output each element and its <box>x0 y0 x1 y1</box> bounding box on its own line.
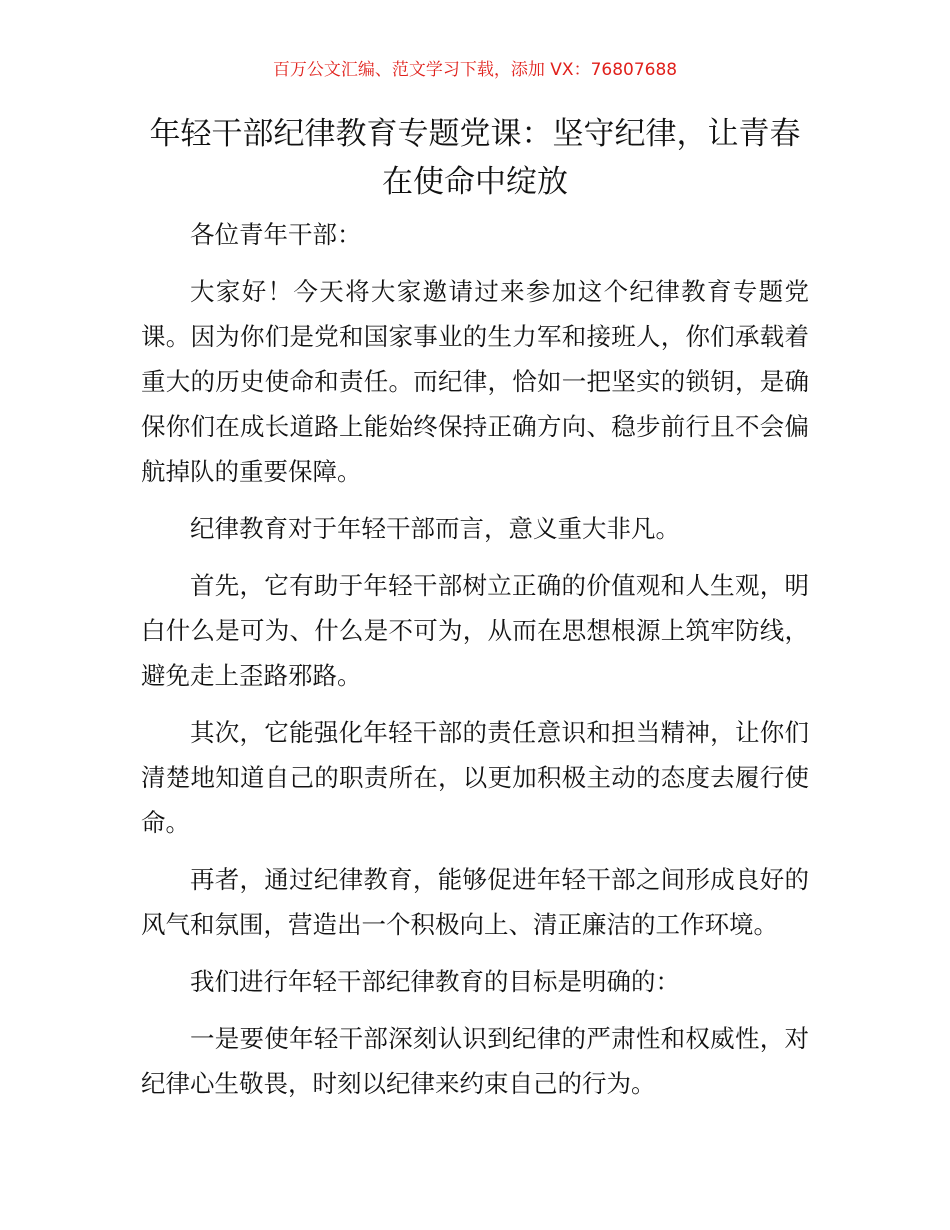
salutation-paragraph: 各位青年干部： <box>190 220 362 249</box>
body-paragraph: 大家好！今天将大家邀请过来参加这个纪律教育专题党课。因为你们是党和国家事业的生力军和接班人，你们承载着重大的历史使命和责任。而纪律，恰如一把坚实的锁钥，是确保你们在成长道路上能始终保持正确方向、稳步前行且不会偏航掉队的重要保障。 <box>141 277 809 486</box>
body-paragraph: 一是要使年轻干部深刻认识到纪律的严肃性和权威性，对纪律心生敬畏，时刻以纪律来约束自己的行为。 <box>141 1024 809 1098</box>
body-paragraph: 我们进行年轻干部纪律教育的目标是明确的： <box>190 967 680 996</box>
header-watermark-text: 百万公文汇编、范文学习下载，添加 VX：76807688 <box>272 60 678 80</box>
body-paragraph: 其次，它能强化年轻干部的责任意识和担当精神，让你们清楚地知道自己的职责所在，以更加积极主动的态度去履行使命。 <box>141 718 809 837</box>
body-paragraph: 首先，它有助于年轻干部树立正确的价值观和人生观，明白什么是可为、什么是不可为，从而在思想根源上筑牢防线，避免走上歪路邪路。 <box>141 571 809 690</box>
document-title: 年轻干部纪律教育专题党课：坚守纪律，让青春在使命中绽放 <box>149 116 801 200</box>
body-paragraph: 纪律教育对于年轻干部而言，意义重大非凡。 <box>190 514 680 543</box>
document-body <box>141 212 809 1118</box>
body-paragraph: 再者，通过纪律教育，能够促进年轻干部之间形成良好的风气和氛围，营造出一个积极向上、清正廉洁的工作环境。 <box>141 865 809 939</box>
